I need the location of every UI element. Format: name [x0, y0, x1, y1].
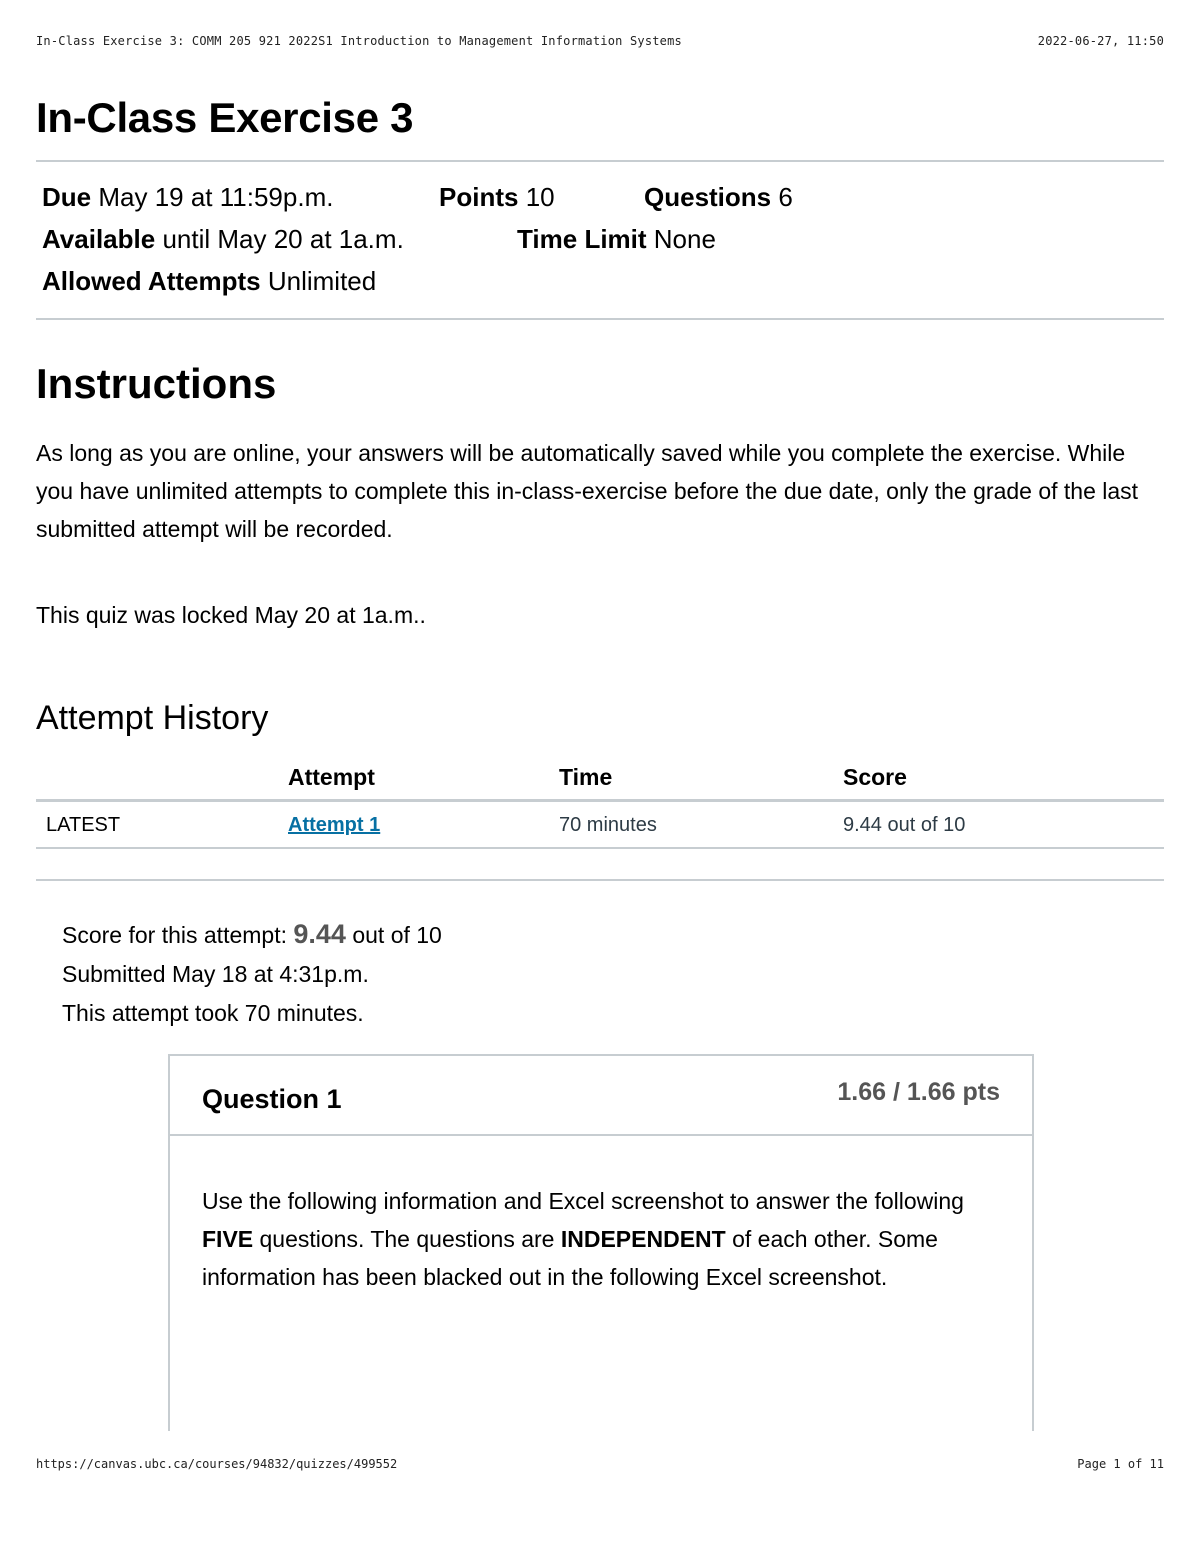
score-cell: 9.44 out of 10 — [833, 801, 1164, 849]
quiz-content — [36, 90, 1164, 1033]
question-emphasis: FIVE — [202, 1226, 254, 1252]
question-points: 1.66 / 1.66 pts — [837, 1078, 1000, 1106]
questions-label: Questions — [644, 182, 772, 212]
column-header-score: Score — [833, 756, 1164, 801]
time-limit-detail — [517, 218, 716, 260]
question-title: Question 1 — [202, 1084, 342, 1114]
attempt-history-table — [36, 756, 1164, 849]
attempt-link[interactable]: Attempt 1 — [288, 814, 381, 836]
due-value: May 19 at 11:59p.m. — [98, 182, 334, 212]
quiz-details — [36, 162, 1164, 318]
page-number: Page 1 of 11 — [1077, 1457, 1164, 1471]
column-header-time: Time — [549, 756, 833, 801]
question-text-part: of each other. Some information has been blacked out in the following Excel screenshot. — [202, 1226, 938, 1290]
latest-tag: LATEST — [36, 801, 278, 849]
allowed-attempts-value: Unlimited — [267, 266, 377, 296]
time-limit-value: None — [653, 224, 716, 254]
table-header-row — [36, 756, 1164, 801]
question-text-part: Use the following information and Excel screenshot to answer the following — [202, 1188, 964, 1214]
print-header-title: In-Class Exercise 3: COMM 205 921 2022S1 Introduction to Management Information Systems — [36, 34, 682, 48]
score-line — [62, 915, 1164, 955]
details-row-1 — [42, 176, 1164, 218]
print-footer — [36, 1457, 1164, 1471]
question-emphasis: INDEPENDENT — [560, 1226, 726, 1252]
question-text — [170, 1136, 1032, 1296]
divider — [36, 318, 1164, 320]
print-footer-url: https://canvas.ubc.ca/courses/94832/quizzes/499552 — [36, 1457, 398, 1471]
question-header — [170, 1056, 1032, 1136]
instructions-text: As long as you are online, your answers will be automatically saved while you complete the exercise. While you have unlimited attempts to complete this in-class-exercise before the due date, only the grade of the last submitted attempt will be recorded. — [36, 440, 1139, 542]
available-detail — [42, 218, 517, 260]
attempt-cell — [278, 801, 549, 849]
due-detail — [42, 176, 439, 218]
score-suffix: out of 10 — [345, 922, 442, 948]
submitted-line: Submitted May 18 at 4:31p.m. — [62, 961, 369, 987]
print-header-datetime: 2022-06-27, 11:50 — [1037, 34, 1164, 48]
allowed-attempts-detail — [42, 260, 376, 302]
question-text-part: questions. The questions are — [253, 1226, 561, 1252]
details-row-2 — [42, 218, 1164, 260]
question-card — [168, 1054, 1034, 1431]
locked-notice: This quiz was locked May 20 at 1a.m.. — [36, 602, 426, 628]
points-detail — [439, 176, 644, 218]
score-value: 9.44 — [293, 919, 346, 949]
allowed-attempts-label: Allowed Attempts — [42, 266, 261, 296]
questions-detail — [644, 176, 793, 218]
print-header — [36, 34, 1164, 48]
score-summary — [36, 915, 1164, 1033]
divider — [36, 879, 1164, 881]
duration-line: This attempt took 70 minutes. — [62, 1000, 364, 1026]
time-cell: 70 minutes — [549, 801, 833, 849]
table-row — [36, 801, 1164, 849]
due-label: Due — [42, 182, 92, 212]
available-label: Available — [42, 224, 156, 254]
questions-value: 6 — [778, 182, 793, 212]
details-row-3 — [42, 260, 1164, 302]
available-value: until May 20 at 1a.m. — [162, 224, 404, 254]
points-value: 10 — [525, 182, 555, 212]
page-title: In-Class Exercise 3 — [36, 94, 414, 141]
attempt-history-heading: Attempt History — [36, 699, 269, 737]
instructions-heading: Instructions — [36, 360, 277, 407]
column-header-tag — [36, 756, 278, 801]
time-limit-label: Time Limit — [517, 224, 647, 254]
points-label: Points — [439, 182, 519, 212]
score-prefix: Score for this attempt: — [62, 922, 294, 948]
column-header-attempt: Attempt — [278, 756, 549, 801]
